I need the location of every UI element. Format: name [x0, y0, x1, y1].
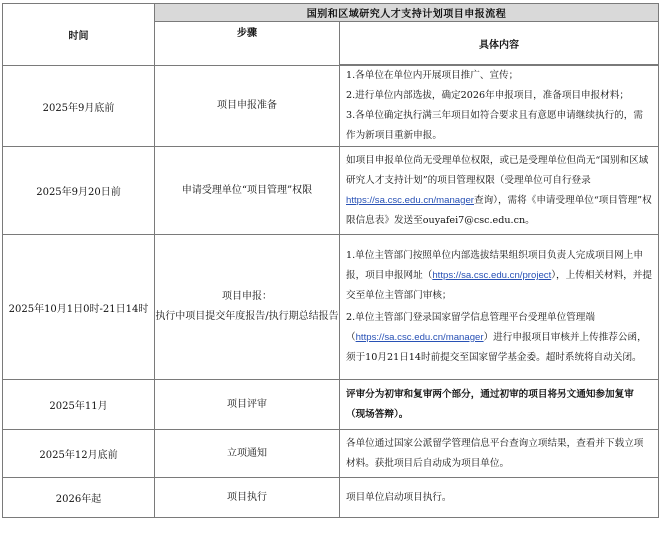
content-text: ）进行申报项目审核并上传推荐公函，须于10月21日14时前提交至国家留学基金委。超时系统将自动关闭。	[346, 332, 647, 363]
content-text: 2.单位主管部门登录国家留学信息管理平台受理单位管理端（	[346, 312, 595, 343]
table-row	[3, 380, 659, 430]
application-process-table	[2, 3, 659, 518]
table-title: 国别和区域研究人才支持计划项目申报流程	[155, 4, 659, 22]
content-item	[346, 246, 652, 306]
row-time: 2025年11月	[3, 380, 155, 430]
project-link[interactable]: https://sa.csc.edu.cn/project	[432, 270, 552, 281]
row-step: 申请受理单位“项目管理”权限	[155, 147, 340, 235]
row-time: 2026年起	[3, 478, 155, 518]
row-content	[340, 147, 659, 235]
content-text: 如项目申报单位尚无受理单位权限，或已是受理单位但尚无“国别和区域研究人才支持计划”的项目管理权限（受理单位可自行登录	[346, 154, 649, 186]
row-content: 评审分为初审和复审两个部分，通过初审的项目将另文通知参加复审（现场答辩）。	[340, 380, 659, 430]
row-step: 项目执行	[155, 478, 340, 518]
row-step	[155, 235, 340, 380]
row-time: 2025年12月底前	[3, 430, 155, 478]
column-header-content: 具体内容	[340, 22, 659, 65]
manager-link[interactable]: https://sa.csc.edu.cn/manager	[346, 194, 474, 206]
content-text: ），上传相关材料，并提交至单位主管部门审核；	[346, 270, 652, 301]
table-row	[3, 66, 659, 147]
table-row	[3, 430, 659, 478]
row-step: 立项通知	[155, 430, 340, 478]
content-text: 查询），需将《申请受理单位“项目管理”权限信息表》发送至ouyafei7@csc.edu.cn。	[346, 194, 652, 226]
manager-link[interactable]: https://sa.csc.edu.cn/manager	[355, 332, 484, 343]
row-content: 各单位通过国家公派留学管理信息平台查询立项结果，查看并下载立项材料。获批项目后自动成为项目单位。	[340, 430, 659, 478]
row-content	[340, 235, 659, 380]
content-item: 1.各单位在单位内开展项目推广、宣传；	[346, 70, 519, 81]
table-row	[3, 147, 659, 235]
step-title: 项目申报：	[222, 291, 272, 302]
content-text: 1.单位主管部门按照单位内部选拔结果组织项目负责人完成项目网上申报，项目申报网址（	[346, 250, 643, 281]
row-time: 2025年10月1日0时-21日14时	[3, 235, 155, 380]
row-content: 项目单位启动项目执行。	[340, 478, 659, 518]
row-time: 2025年9月20日前	[3, 147, 155, 235]
table-row	[3, 478, 659, 518]
row-content	[340, 66, 659, 147]
column-header-time: 时间	[3, 4, 155, 66]
content-item	[346, 308, 652, 368]
row-time: 2025年9月底前	[3, 66, 155, 147]
column-header-step: 步骤	[155, 22, 340, 66]
table-row	[3, 235, 659, 380]
content-item: 2.进行单位内部选拔，确定2026年申报项目，准备项目申报材料；	[346, 90, 630, 101]
step-subtitle: 执行中项目提交年度报告/执行期总结报告	[155, 311, 339, 322]
row-step: 项目申报准备	[155, 66, 340, 147]
row-step: 项目评审	[155, 380, 340, 430]
content-item: 3.各单位确定执行满三年项目如符合要求且有意愿申请继续执行的，需作为新项目重新申报。	[346, 110, 643, 141]
